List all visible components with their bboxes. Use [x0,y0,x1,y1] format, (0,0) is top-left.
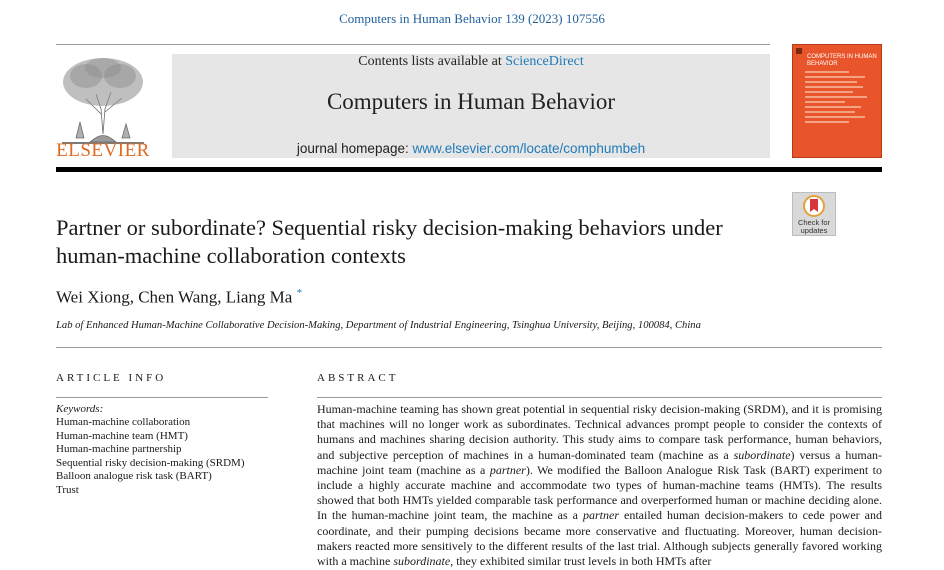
abstract-segment: ) versus a human-machine joint team (machine as a [317,447,883,477]
section-divider [56,347,882,348]
abstract-emphasis: partner [489,462,526,477]
keyword-item: Balloon analogue risk task (BART) [56,470,212,483]
cover-title: COMPUTERS IN HUMAN BEHAVIOR [807,54,877,67]
keyword-item: Human-machine partnership [56,443,182,456]
elsevier-wordmark: ELSEVIER [56,140,150,161]
keywords-label: Keywords: [56,403,104,415]
keyword-item: Trust [56,483,79,496]
contents-line [172,54,770,70]
homepage-link[interactable]: www.elsevier.com/locate/comphumbeh [412,141,646,156]
affiliation: Lab of Enhanced Human-Machine Collaborative Decision-Making, Department of Industrial Engineering, Tsinghua University, Beijing, 100084, China [56,320,701,331]
abstract-emphasis: subordinate [393,554,451,569]
abstract-text [317,402,882,569]
journal-homepage [172,141,770,156]
abstract-rule [317,397,882,398]
abstract-emphasis: partner [583,508,620,523]
check-for-updates-label [792,219,836,235]
keyword-item: Human-machine team (HMT) [56,429,188,442]
author-list [56,287,302,308]
abstract-segment: , they exhibited similar trust levels in both HMTs after [450,554,712,569]
header-bottom-rule [56,167,882,172]
journal-title: Computers in Human Behavior [326,89,616,114]
abstract-emphasis: subordinate [733,447,791,462]
abstract-segment: ). We modified the Balloon Analogue Risk Task (BART) experiment to include a highly accurate machine and accommodate two types of human-machine teams (HMTs). The results showed that both HMTs yielded comparable task performance and overperformed human or machine deciding alone. In the human-machine joint team, the machine as a [317,462,882,523]
article-info-rule [56,397,268,398]
bookmark-icon [793,193,835,219]
keywords-list [56,416,245,498]
author-names[interactable]: Wei Xiong, Chen Wang, Liang Ma [56,287,293,307]
contents-prefix: Contents lists available at [358,54,502,69]
abstract-segment: Human-machine teaming has shown great potential in sequential risky decision-making (SRDM), and it is promising that machines will no longer work as subordinates. Technical advances prompt people to consider the contexts of humans and machines sharing decision authority. This study aims to compare task performance, human behaviors, and subjective perception of machines in a human-dominated team (machine as a [317,402,882,462]
header-top-rule [56,44,770,45]
article-info-heading: ARTICLE INFO [56,372,167,384]
journal-citation[interactable]: Computers in Human Behavior 139 (2023) 107556 [339,11,605,26]
sciencedirect-link[interactable]: ScienceDirect [505,54,584,69]
check-line-1: Check for [797,218,831,227]
article-title: Partner or subordinate? Sequential risky decision-making behaviors under human-machine collaboration contexts [56,215,723,268]
homepage-prefix: journal homepage: [296,141,409,156]
abstract-segment: entailed human decision-makers to cede power and coordinate, and their pumping decisions became more conservative and fluctuating. Moreover, human decision-makers reacted more sensitively to the different results of the last trial. Although subjects generally favored working with a machine [317,508,882,569]
abstract-heading: ABSTRACT [317,372,399,384]
keyword-item: Sequential risky decision-making (SRDM) [56,456,245,469]
keyword-item: Human-machine collaboration [56,416,191,428]
corresponding-author-mark[interactable]: * [296,287,303,299]
check-line-2: updates [800,226,828,235]
